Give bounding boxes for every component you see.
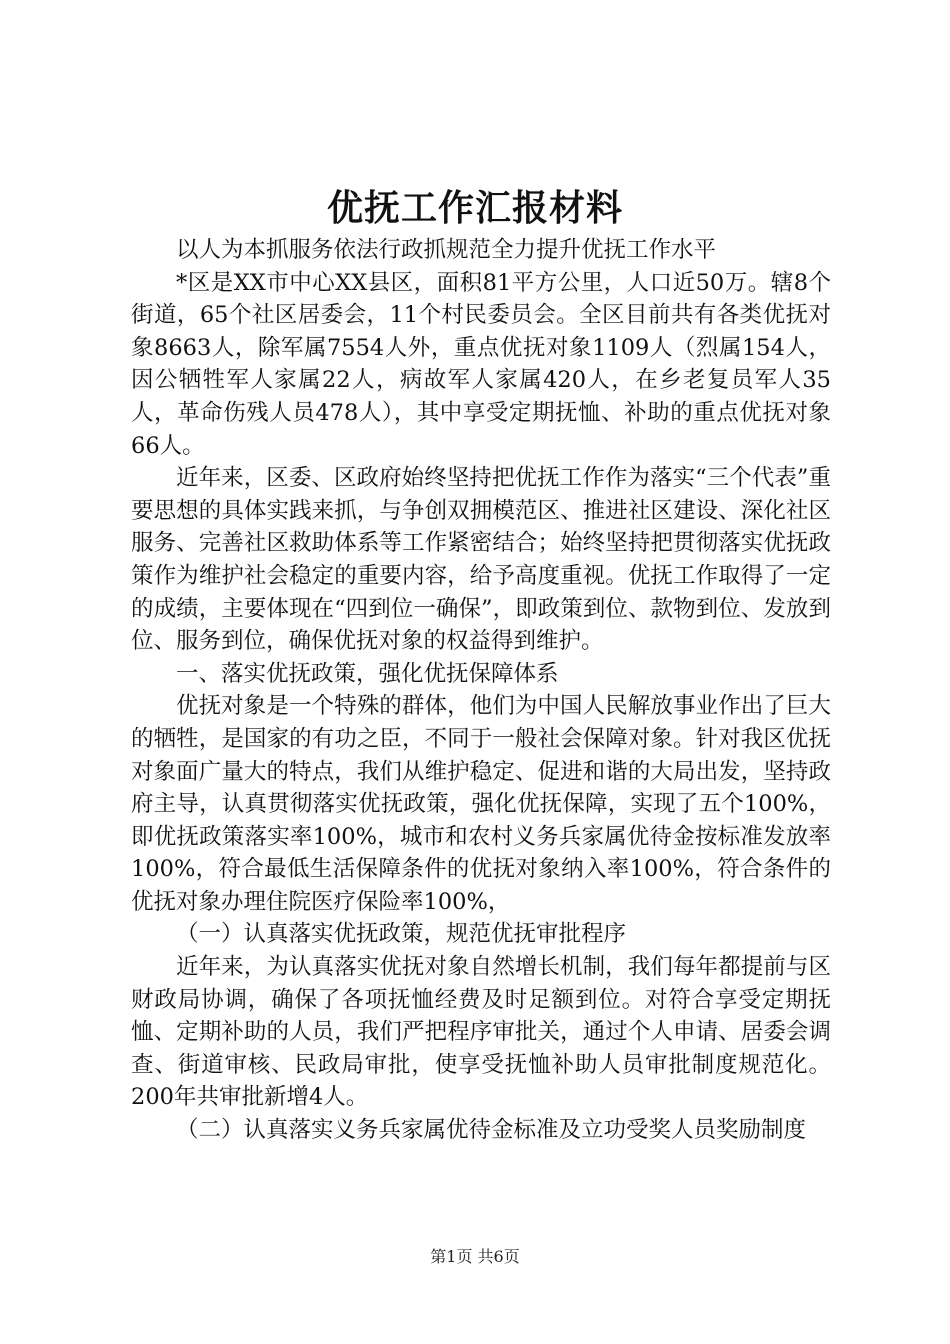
body-paragraph: *区是XX市中心XX县区，面积81平方公里，人口近50万。辖8个街道，65个社区居委会，11个村民委员会。全区目前共有各类优抚对象8663人，除军属7554人外，重点优抚对象1109人（烈属154人，因公牺牲军人家属22人，病故军人家属420人，在乡老复员军人35人，革命伤残人员478人），其中享受定期抚恤、补助的重点优抚对象66人。 <box>131 269 831 459</box>
body-paragraph: 近年来，区委、区政府始终坚持把优抚工作作为落实“三个代表”重要思想的具体实践来抓，与争创双拥模范区、推进社区建设、深化社区服务、完善社区救助体系等工作紧密结合；始终坚持把贯彻落实优抚政策作为维护社会稳定的重要内容，给予高度重视。优抚工作取得了一定的成绩，主要体现在“四到位一确保”，即政策到位、款物到位、发放到位、服务到位，确保优抚对象的权益得到维护。 <box>131 465 831 655</box>
subsection-heading: （二）认真落实义务兵家属优待金标准及立功受奖人员奖励制度 <box>176 1117 807 1144</box>
page-number-footer: 第1页 共6页 <box>430 1247 520 1266</box>
body-paragraph: 近年来，为认真落实优抚对象自然增长机制，我们每年都提前与区财政局协调，确保了各项抚恤经费及时足额到位。对符合享受定期抚恤、定期补助的人员，我们严把程序审批关，通过个人申请、居委会调查、街道审核、民政局审批，使享受抚恤补助人员审批制度规范化。200年共审批新增4人。 <box>131 954 831 1111</box>
section-heading: 一、落实优抚政策，强化优抚保障体系 <box>176 660 559 687</box>
subsection-heading: （一）认真落实优抚政策，规范优抚审批程序 <box>176 921 627 948</box>
body-paragraph: 优抚对象是一个特殊的群体，他们为中国人民解放事业作出了巨大的牺牲，是国家的有功之臣，不同于一般社会保障对象。针对我区优抚对象面广量大的特点，我们从维护稳定、促进和谐的大局出发，坚持政府主导，认真贯彻落实优抚政策，强化优抚保障，实现了五个100%，即优抚政策落实率100%，城市和农村义务兵家属优待金按标准发放率100%，符合最低生活保障条件的优抚对象纳入率100%，符合条件的优抚对象办理住院医疗保险率100%， <box>131 693 831 915</box>
document-body <box>131 234 831 1147</box>
document-title: 优抚工作汇报材料 <box>326 187 623 229</box>
subtitle-paragraph: 以人为本抓服务依法行政抓规范全力提升优抚工作水平 <box>176 237 717 263</box>
